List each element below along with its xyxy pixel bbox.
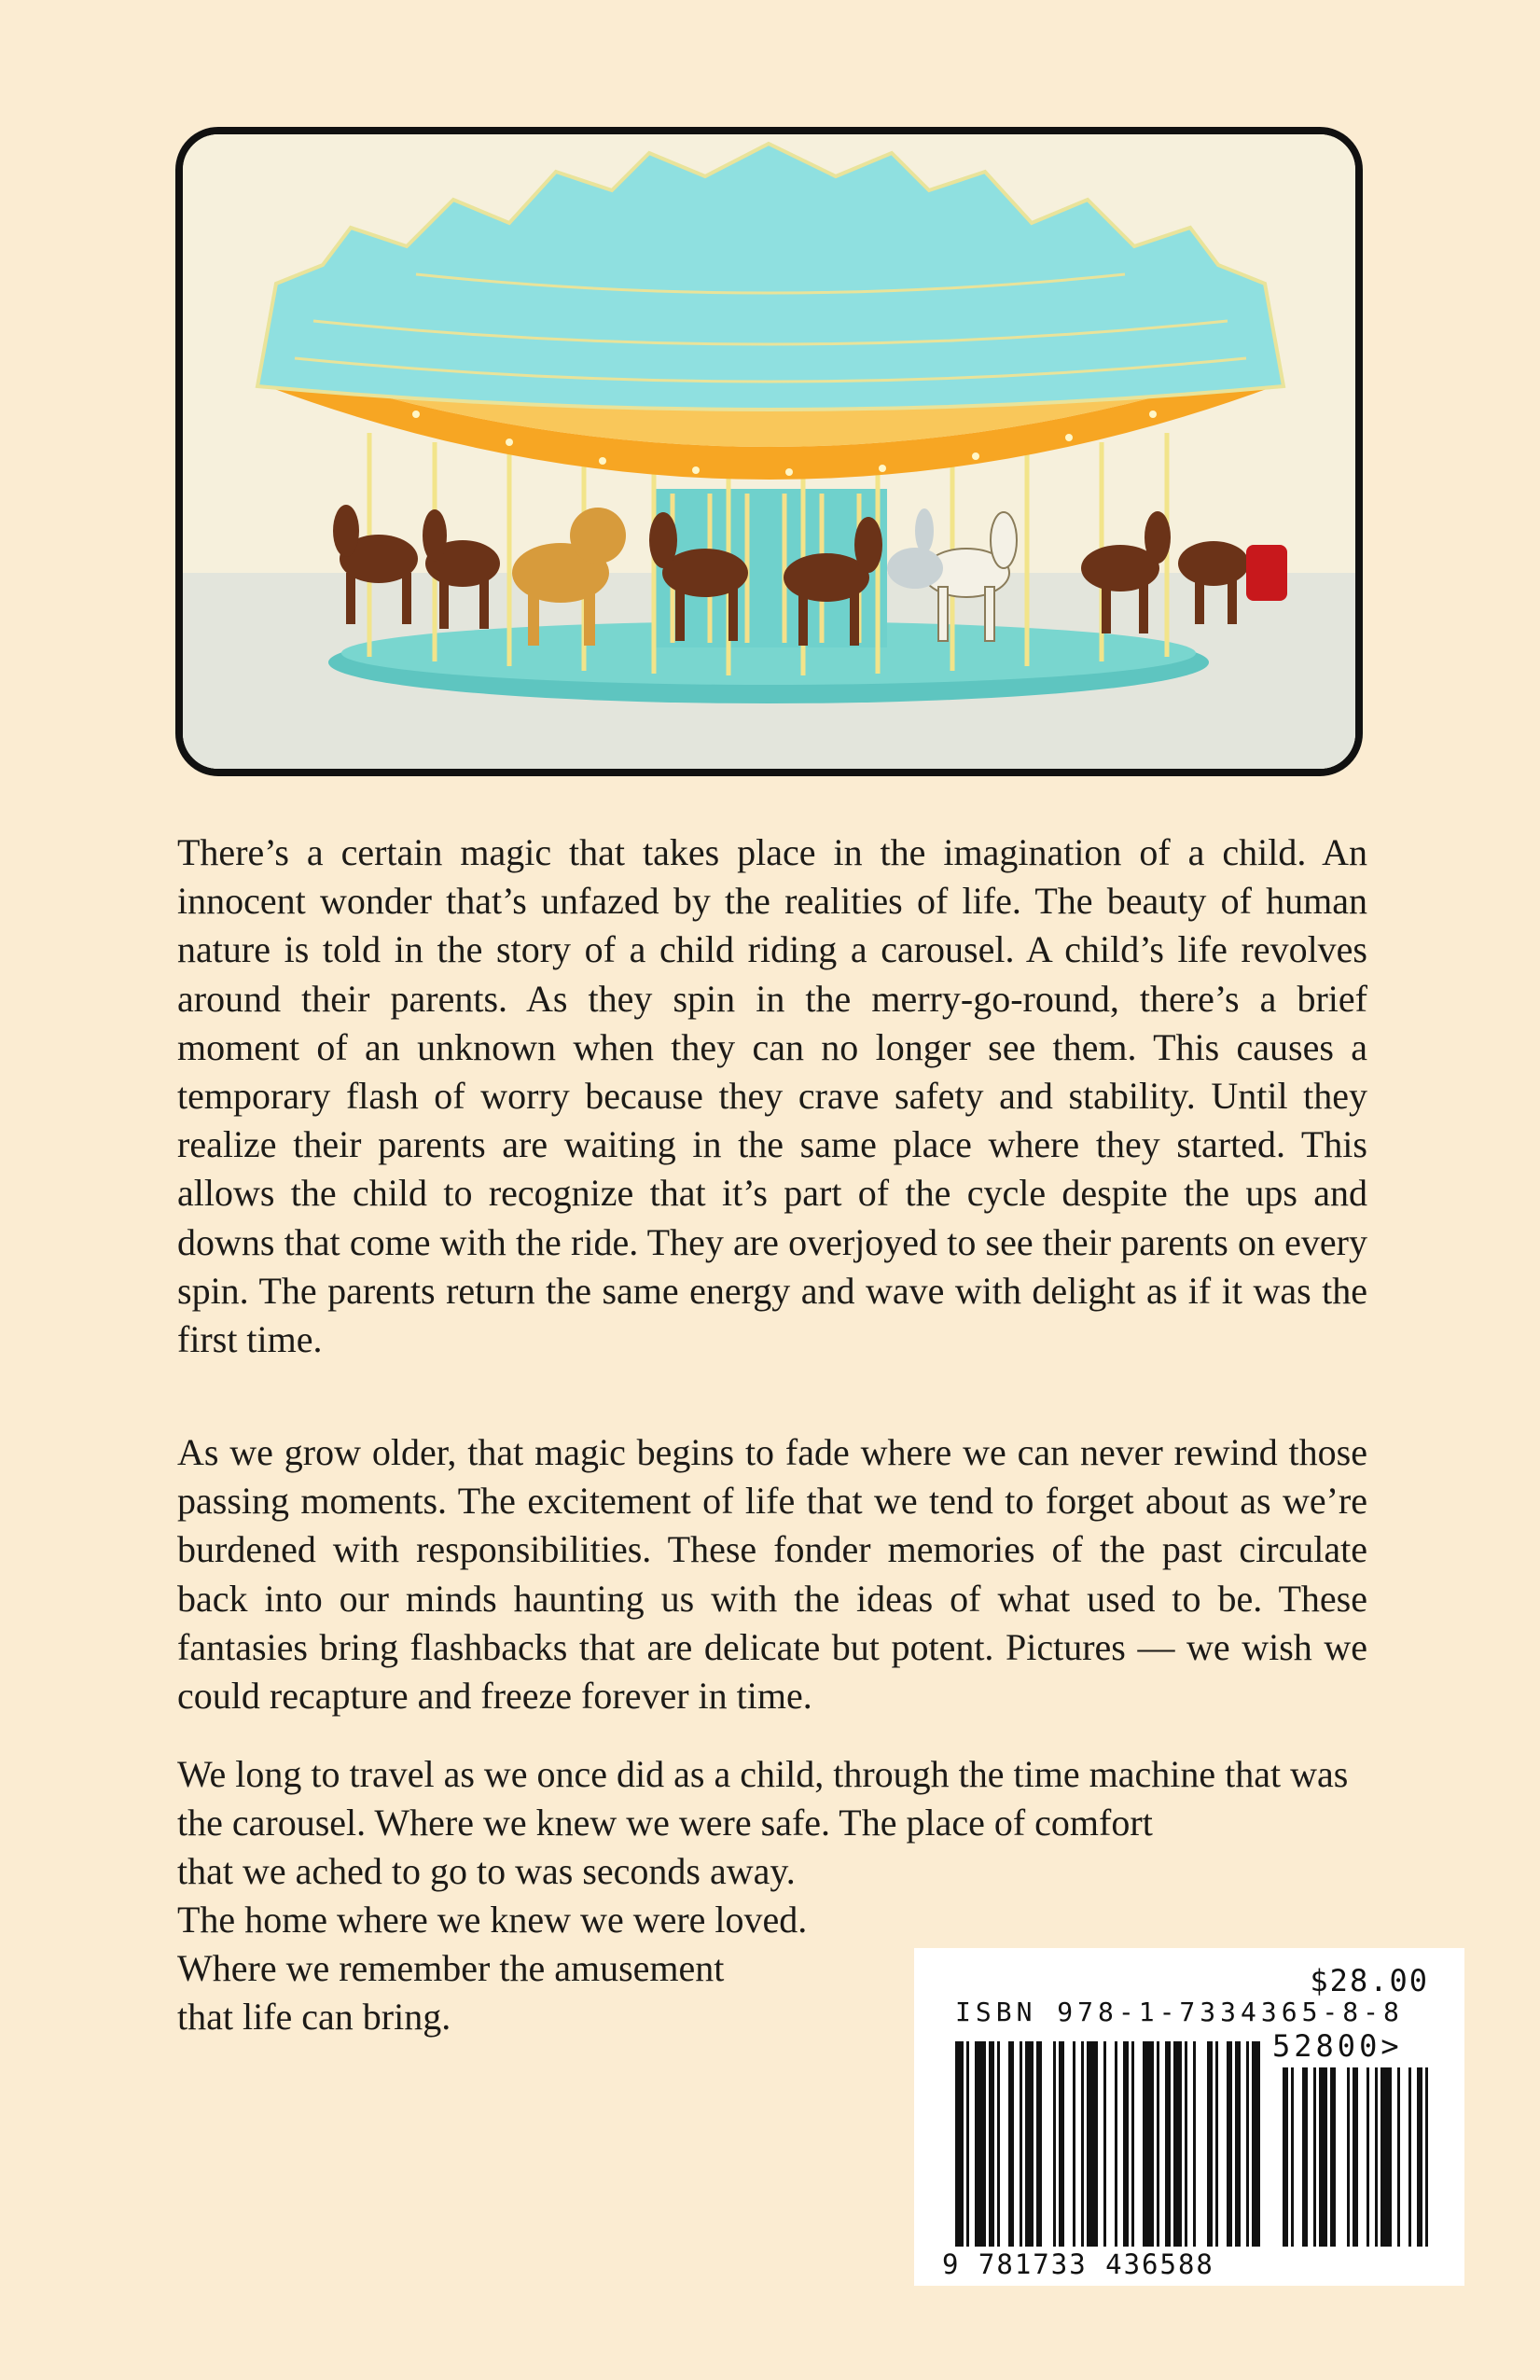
barcode-bar (997, 2041, 1000, 2247)
price-addon-digits: 52800> (1272, 2028, 1403, 2064)
barcode-bar (989, 2041, 994, 2247)
addon-bar (1313, 2067, 1316, 2247)
isbn-barcode-block (914, 1948, 1464, 2286)
barcode-bar (1207, 2041, 1213, 2247)
barcode-bar (1193, 2041, 1196, 2247)
barcode-bar (1036, 2041, 1042, 2247)
barcode-bar (975, 2041, 986, 2247)
carousel-illustration (175, 127, 1363, 776)
addon-bar (1302, 2067, 1308, 2247)
addon-bar (1347, 2067, 1350, 2247)
addon-bar (1417, 2067, 1422, 2247)
closing-line-5: Where we remember the amusement (177, 1947, 725, 1989)
barcode-bar (955, 2041, 964, 2247)
addon-bar (1397, 2067, 1400, 2247)
closing-line-4: The home where we knew we were loved. (177, 1899, 808, 1941)
barcode-bar (1073, 2041, 1075, 2247)
closing-line-1: We long to travel as we once did as a child, through the time machine that was (177, 1753, 1349, 1795)
addon-bar (1380, 2067, 1392, 2247)
addon-bar (1353, 2067, 1358, 2247)
barcode-bar (1025, 2041, 1034, 2247)
barcode-bar (1053, 2041, 1056, 2247)
barcode-bar (966, 2041, 969, 2247)
barcode-bar (1008, 2041, 1014, 2247)
addon-bar (1291, 2067, 1294, 2247)
barcode-bar (1103, 2041, 1106, 2247)
barcode-bar (1115, 2041, 1117, 2247)
addon-bar (1319, 2067, 1327, 2247)
barcode-bar (1173, 2041, 1182, 2247)
barcode-bar (1157, 2041, 1159, 2247)
closing-line-2: the carousel. Where we knew we were safe. The place of comfort (177, 1802, 1153, 1844)
barcode-bar (1059, 2041, 1064, 2247)
barcode-bar (1131, 2041, 1134, 2247)
addon-bar (1283, 2067, 1288, 2247)
barcode-bar (1235, 2041, 1241, 2247)
barcode-bar (1227, 2041, 1232, 2247)
description-paragraph-2: As we grow older, that magic begins to fade where we can never rewind those passing moments. The excitement of life that we tend to forget about as we’re burdened with responsibilities. These fonder memories of the past circulate back into our minds haunting us with the ideas of what used to be. These fantasies bring flashbacks that are delicate but potent. Pictures — we wish we could recapture and freeze forever in time. (177, 1431, 1367, 1718)
barcode-bar (1252, 2041, 1260, 2247)
barcode-bar (1081, 2041, 1084, 2247)
barcode-bar (1123, 2041, 1129, 2247)
price-label: $28.00 (1310, 1963, 1429, 1998)
addon-bar (1425, 2067, 1428, 2247)
addon-bar (1367, 2067, 1369, 2247)
carousel-drawing (183, 134, 1355, 769)
closing-line-6: that life can bring. (177, 1996, 451, 2038)
isbn-label: ISBN 978-1-7334365-8-8 (955, 1997, 1404, 2027)
addon-bar (1330, 2067, 1336, 2247)
barcode-bar (1246, 2041, 1249, 2247)
description-paragraph-1: There’s a certain magic that takes place in the imagination of a child. An innocent wonder that’s unfazed by the realities of life. The beauty of human nature is told in the story of a child riding a carousel. A child’s life revolves around their parents. As they spin in the merry-go-round, there’s a brief moment of an unknown when they can no longer see them. This causes a temporary flash of worry because they crave safety and stability. Until they realize their parents are waiting in the same place where they started. This allows the child to recognize that it’s part of the cycle despite the ups and downs that come with the ride. They are overjoyed to see their parents on every spin. The parents return the same energy and wave with delight as if it was the first time. (177, 831, 1367, 1361)
barcode-bar (1185, 2041, 1187, 2247)
addon-bar (1408, 2067, 1411, 2247)
barcode-bars (914, 1948, 1464, 2286)
barcode-bar (1143, 2041, 1154, 2247)
barcode-bar (1020, 2041, 1022, 2247)
ean-digits: 9 781733 436588 (942, 2248, 1214, 2280)
barcode-bar (1087, 2041, 1098, 2247)
addon-bar (1375, 2067, 1378, 2247)
closing-line-3: that we ached to go to was seconds away. (177, 1850, 796, 1892)
barcode-bar (1215, 2041, 1218, 2247)
barcode-bar (1165, 2041, 1171, 2247)
